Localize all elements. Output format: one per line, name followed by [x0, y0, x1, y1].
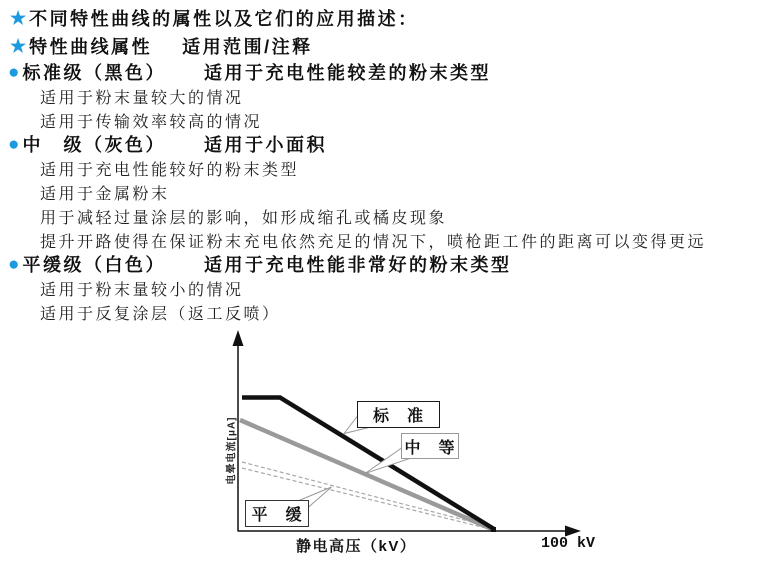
intro-line-2-col2: 适用范围/注释 [182, 37, 313, 57]
list-item-text: 适用于粉末量较大的情况 [40, 89, 244, 107]
x-axis-label: 静电高压（kV） [296, 538, 417, 555]
list-item-text: 适用于充电性能较好的粉末类型 [40, 161, 300, 179]
intro-line-2 [0, 32, 765, 60]
intro-line-1 [0, 4, 765, 32]
list-item-text: 适用于粉末量较小的情况 [40, 281, 244, 299]
section-flat-title: 平缓级（白色） [22, 255, 166, 275]
list-item [0, 204, 765, 228]
list-item-text: 提升开路使得在保证粉末充电依然充足的情况下，喷枪距工件的距离可以变得更远 [40, 233, 707, 251]
list-item [0, 300, 765, 324]
star-icon: ★ [10, 7, 27, 28]
convergence-marker [491, 527, 496, 532]
legend-standard-box [357, 401, 440, 428]
list-item [0, 276, 765, 300]
section-medium-heading [0, 132, 765, 156]
y-axis-arrow-icon [233, 330, 244, 346]
legend-medium-label: 中 等 [404, 439, 456, 457]
y-axis-label: 电晕电流[μA] [226, 416, 238, 485]
intro-line-2-col1: 特性曲线属性 [29, 37, 153, 57]
section-standard-title: 标准级（黑色） [22, 63, 166, 83]
list-item [0, 84, 765, 108]
section-flat-heading [0, 252, 765, 276]
legend-standard-label: 标 准 [372, 408, 424, 425]
legend-flat-label: 平 缓 [251, 507, 303, 524]
text-block [0, 4, 765, 324]
section-standard-desc: 适用于充电性能较差的粉末类型 [203, 63, 491, 83]
star-icon: ★ [10, 35, 27, 56]
list-item-text: 适用于金属粉末 [40, 185, 170, 203]
section-standard-heading [0, 60, 765, 84]
list-item [0, 228, 765, 252]
chart-canvas [0, 330, 765, 567]
bullet-icon: ● [8, 133, 20, 155]
section-flat-desc: 适用于充电性能非常好的粉末类型 [203, 255, 512, 275]
voltage-current-chart [0, 330, 765, 567]
bullet-icon: ● [8, 61, 20, 83]
list-item-text: 用于减轻过量涂层的影响，如形成缩孔或橘皮现象 [40, 209, 448, 227]
legend-flat-box [245, 500, 309, 527]
x-axis-max-label: 100 kV [541, 535, 596, 552]
list-item [0, 108, 765, 132]
intro-line-1-text: 不同特性曲线的属性以及它们的应用描述： [29, 9, 419, 29]
list-item [0, 180, 765, 204]
list-item-text: 适用于反复涂层（返工反喷） [40, 305, 281, 323]
section-medium-title: 中 级（灰色） [22, 135, 166, 155]
section-medium-desc: 适用于小面积 [203, 135, 327, 155]
list-item-text: 适用于传输效率较高的情况 [40, 113, 263, 131]
bullet-icon: ● [8, 253, 20, 275]
legend-medium-box [401, 433, 459, 459]
list-item [0, 156, 765, 180]
